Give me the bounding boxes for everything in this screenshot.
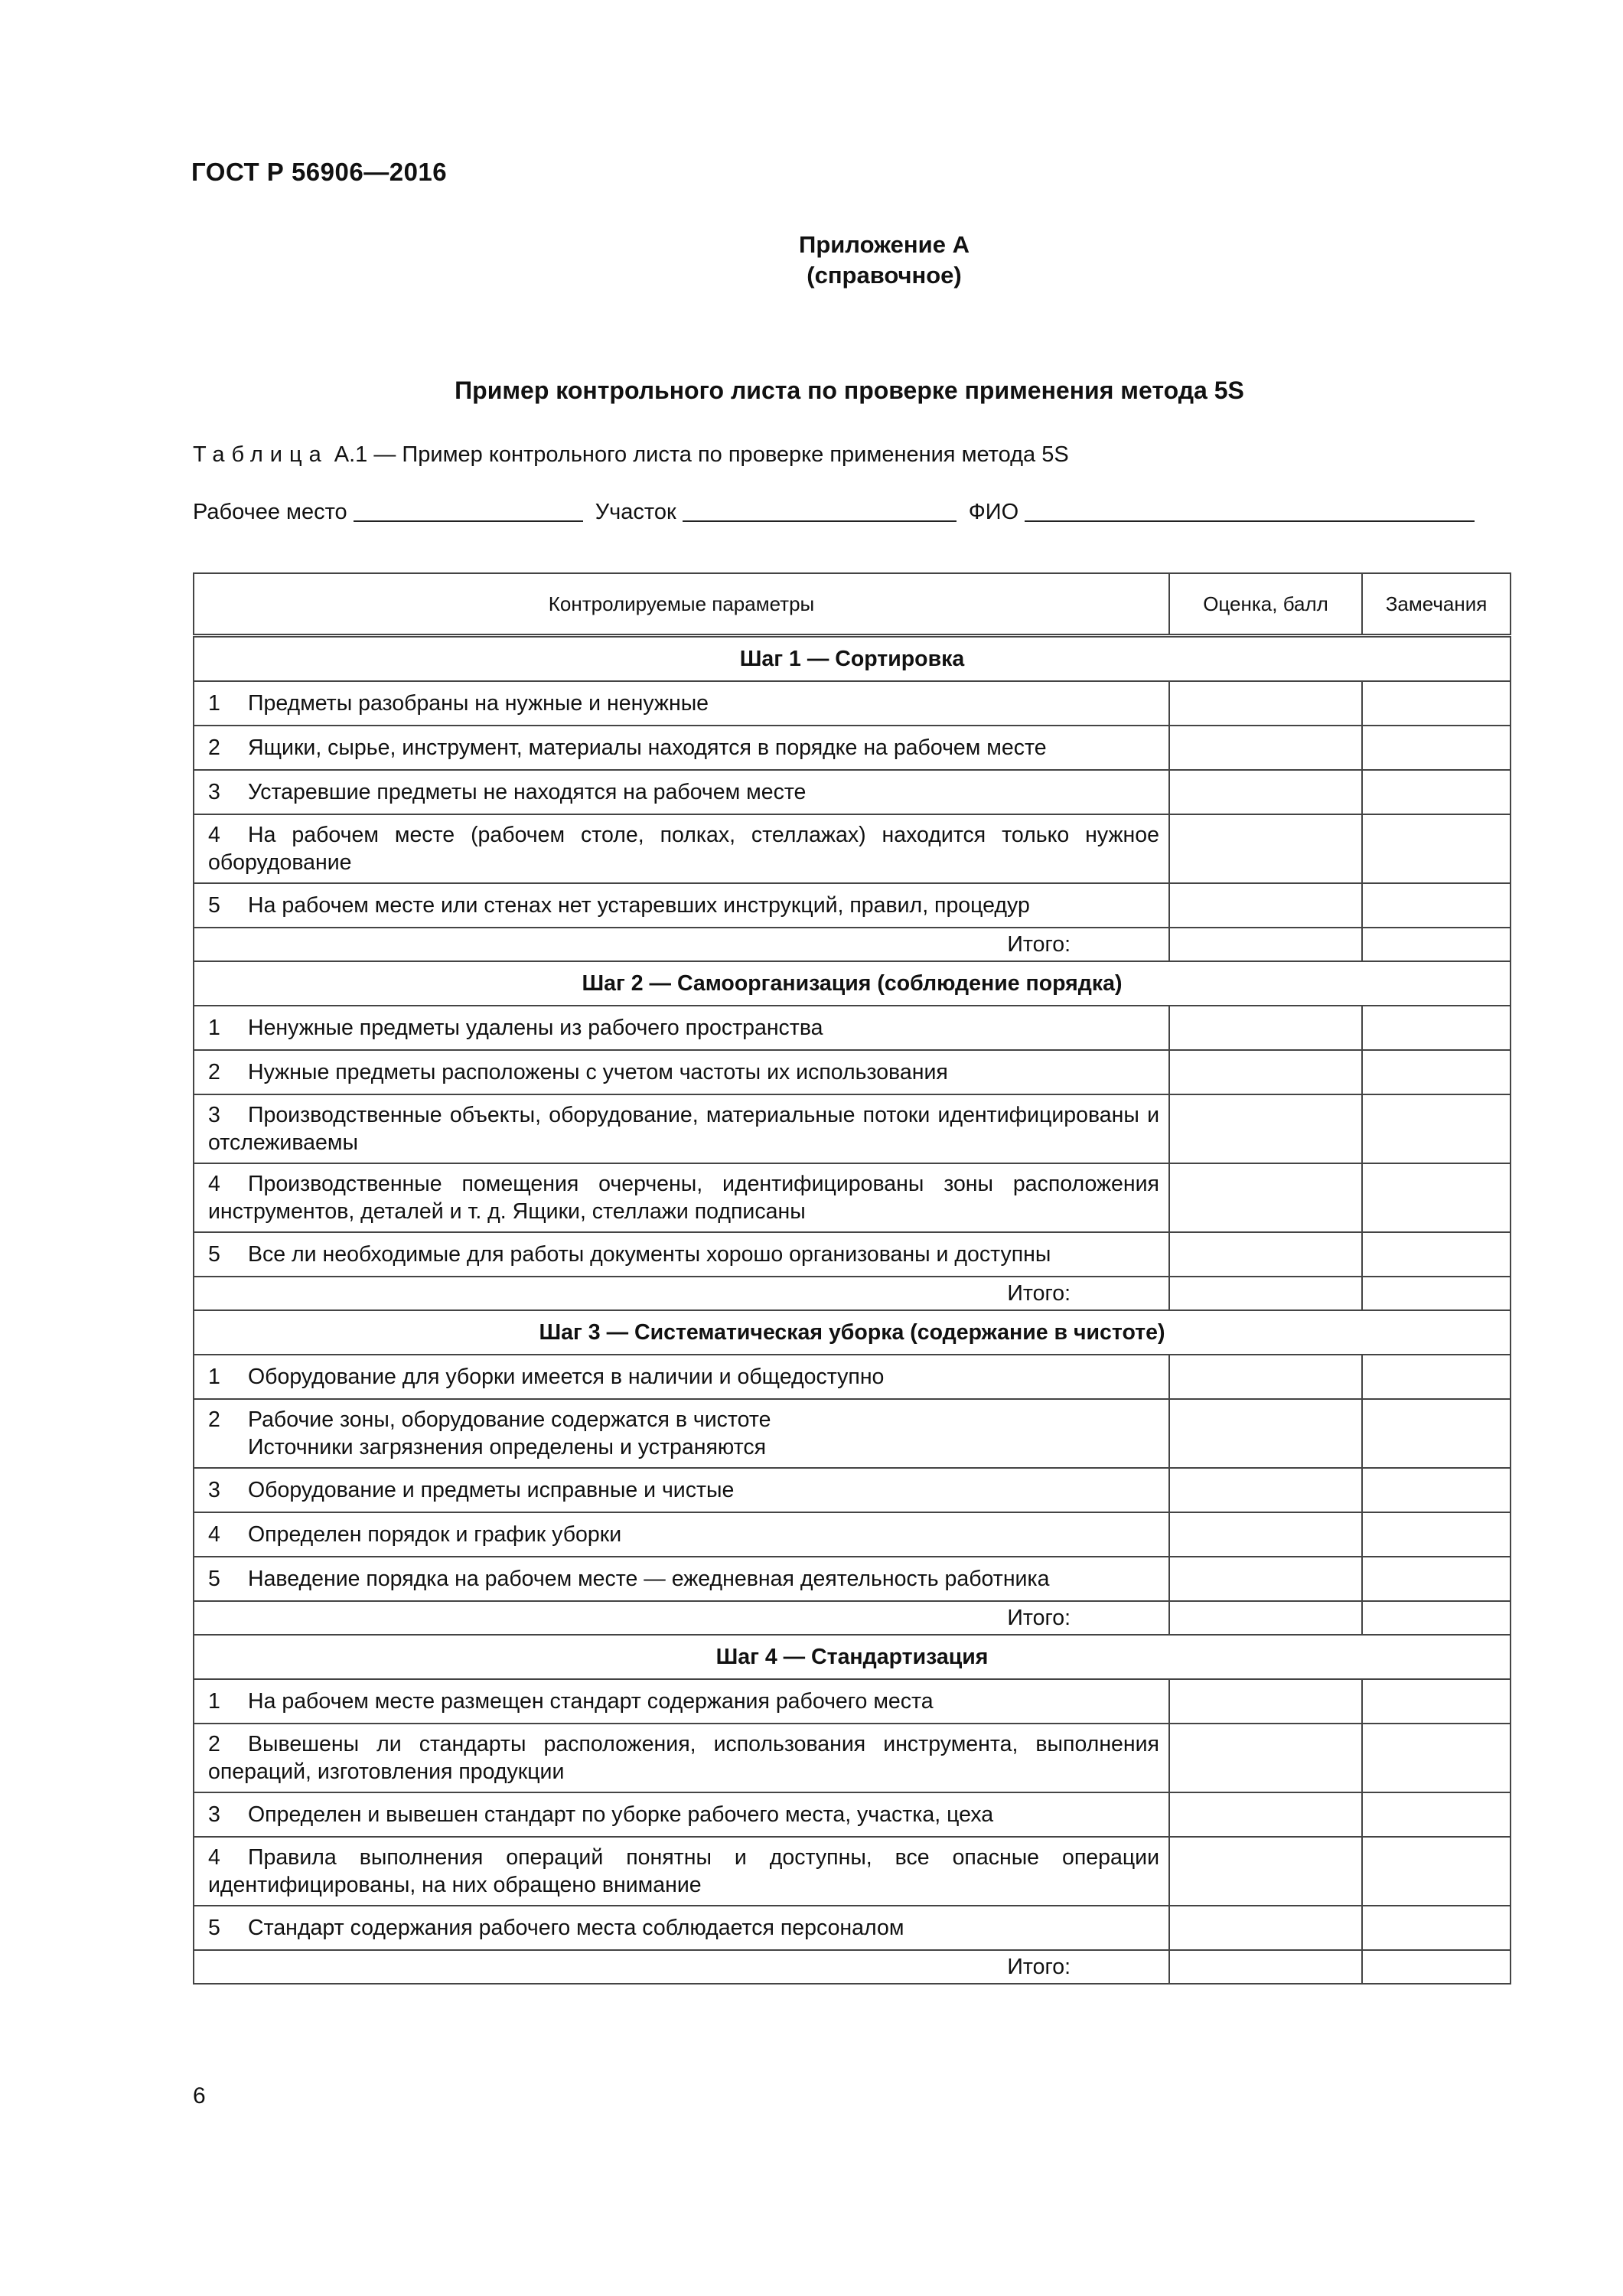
score-cell[interactable] (1169, 1837, 1362, 1906)
document-title: Пример контрольного листа по проверке применения метода 5S (455, 377, 1244, 404)
parameter-row (194, 1724, 1511, 1792)
parameter-cell (194, 1837, 1169, 1906)
parameter-text: Ненужные предметы удалены из рабочего пространства (248, 1016, 823, 1040)
parameter-number: 1 (208, 1016, 220, 1040)
total-label: Итого: (194, 1950, 1169, 1984)
parameter-text: Устаревшие предметы не находятся на рабочем месте (248, 780, 807, 804)
parameter-text: Стандарт содержания рабочего места соблюдается персоналом (248, 1916, 904, 1940)
remarks-cell[interactable] (1362, 1232, 1511, 1277)
total-row (194, 1601, 1511, 1635)
parameter-number: 3 (208, 1103, 220, 1127)
score-cell[interactable] (1169, 1724, 1362, 1792)
parameter-row (194, 726, 1511, 770)
score-cell[interactable] (1169, 1232, 1362, 1277)
standard-designation: ГОСТ Р 56906—2016 (191, 158, 448, 186)
parameter-cell (194, 1679, 1169, 1724)
total-label: Итого: (194, 1601, 1169, 1635)
parameter-number: 2 (208, 735, 220, 760)
table-caption-prefix: Таблица (193, 442, 328, 467)
parameter-cell (194, 1094, 1169, 1163)
table-caption (193, 442, 1069, 468)
score-cell[interactable] (1169, 726, 1362, 770)
parameter-text: Нужные предметы расположены с учетом частоты их использования (248, 1060, 948, 1084)
step-row (194, 1310, 1511, 1355)
parameter-cell (194, 1906, 1169, 1950)
parameter-text-continuation: Источники загрязнения определены и устраняются (248, 1435, 767, 1459)
parameter-number: 2 (208, 1407, 220, 1432)
score-cell[interactable] (1169, 1679, 1362, 1724)
section-blank[interactable] (683, 497, 957, 522)
checklist-table (193, 572, 1511, 1985)
remarks-cell[interactable] (1362, 726, 1511, 770)
score-cell[interactable] (1169, 1163, 1362, 1232)
remarks-cell[interactable] (1362, 814, 1511, 883)
workplace-label: Рабочее место (193, 500, 347, 524)
remarks-cell[interactable] (1362, 1679, 1511, 1724)
parameter-row (194, 1512, 1511, 1557)
parameter-row (194, 1006, 1511, 1050)
parameter-cell (194, 1792, 1169, 1837)
score-cell[interactable] (1169, 681, 1362, 726)
parameter-text: Все ли необходимые для работы документы хорошо организованы и доступны (248, 1242, 1051, 1267)
remarks-cell[interactable] (1362, 770, 1511, 814)
parameter-number: 1 (208, 1365, 220, 1389)
step-title: Шаг 1 — Сортировка (194, 636, 1511, 682)
parameter-cell (194, 1399, 1169, 1468)
remarks-cell[interactable] (1362, 681, 1511, 726)
total-row (194, 928, 1511, 961)
remarks-cell[interactable] (1362, 1050, 1511, 1094)
parameter-number: 3 (208, 1478, 220, 1502)
total-score-cell[interactable] (1169, 1950, 1362, 1984)
parameter-cell (194, 1006, 1169, 1050)
parameter-row (194, 1399, 1511, 1468)
score-cell[interactable] (1169, 1792, 1362, 1837)
remarks-cell[interactable] (1362, 1163, 1511, 1232)
score-cell[interactable] (1169, 814, 1362, 883)
parameter-row (194, 1232, 1511, 1277)
parameter-text: Предметы разобраны на нужные и ненужные (248, 691, 709, 716)
parameter-number: 3 (208, 1802, 220, 1827)
parameter-cell (194, 1557, 1169, 1601)
parameter-text: Производственные объекты, оборудование, материальные потоки идентифицированы и отслеживаемы (208, 1103, 1159, 1155)
parameter-number: 4 (208, 823, 220, 847)
parameter-row (194, 883, 1511, 928)
step-row (194, 961, 1511, 1006)
parameter-row (194, 814, 1511, 883)
parameter-text: Определен порядок и график уборки (248, 1522, 622, 1547)
parameter-cell (194, 1232, 1169, 1277)
parameter-text: Определен и вывешен стандарт по уборке рабочего места, участка, цеха (248, 1802, 994, 1827)
parameter-number: 4 (208, 1845, 220, 1870)
parameter-cell (194, 1050, 1169, 1094)
total-remarks-cell[interactable] (1362, 1277, 1511, 1310)
parameter-text: Ящики, сырье, инструмент, материалы находятся в порядке на рабочем месте (248, 735, 1047, 760)
parameter-text: На рабочем месте (рабочем столе, полках, стеллажах) находится только нужное оборудование (208, 823, 1159, 875)
remarks-cell[interactable] (1362, 1006, 1511, 1050)
step-title: Шаг 3 — Систематическая уборка (содержание в чистоте) (194, 1310, 1511, 1355)
table-caption-text: А.1 — Пример контрольного листа по проверке применения метода 5S (334, 442, 1069, 467)
parameter-text: Рабочие зоны, оборудование содержатся в чистоте (248, 1407, 771, 1432)
total-remarks-cell[interactable] (1362, 1950, 1511, 1984)
parameter-text: Производственные помещения очерчены, идентифицированы зоны расположения инструментов, деталей и т. д. Ящики, стеллажи подписаны (208, 1172, 1159, 1224)
parameter-cell (194, 1468, 1169, 1512)
remarks-cell[interactable] (1362, 1512, 1511, 1557)
step-row (194, 1635, 1511, 1679)
step-row (194, 636, 1511, 682)
score-cell[interactable] (1169, 1006, 1362, 1050)
table-header-row (194, 573, 1511, 636)
score-cell[interactable] (1169, 1050, 1362, 1094)
parameter-row (194, 1557, 1511, 1601)
parameter-number: 5 (208, 1567, 220, 1591)
parameter-text: Оборудование для уборки имеется в наличии и общедоступно (248, 1365, 885, 1389)
parameter-text: На рабочем месте или стенах нет устаревших инструкций, правил, процедур (248, 893, 1030, 918)
parameter-row (194, 1163, 1511, 1232)
remarks-cell[interactable] (1362, 1792, 1511, 1837)
annex-kind: (справочное) (807, 262, 962, 289)
remarks-cell[interactable] (1362, 1837, 1511, 1906)
remarks-cell[interactable] (1362, 1355, 1511, 1399)
remarks-cell[interactable] (1362, 1094, 1511, 1163)
parameter-row (194, 1792, 1511, 1837)
parameter-cell (194, 726, 1169, 770)
parameter-row (194, 1906, 1511, 1950)
parameter-row (194, 1837, 1511, 1906)
parameter-cell (194, 1512, 1169, 1557)
remarks-cell[interactable] (1362, 1724, 1511, 1792)
page-number: 6 (193, 2083, 206, 2108)
parameter-row (194, 1468, 1511, 1512)
remarks-cell[interactable] (1362, 883, 1511, 928)
form-fields-line (193, 497, 1481, 525)
total-row (194, 1950, 1511, 1984)
parameter-number: 5 (208, 893, 220, 918)
score-cell[interactable] (1169, 1355, 1362, 1399)
parameter-cell (194, 814, 1169, 883)
parameter-text: Вывешены ли стандарты расположения, использования инструмента, выполнения операций, изготовления продукции (208, 1732, 1159, 1784)
parameter-number: 5 (208, 1242, 220, 1267)
name-label: ФИО (968, 500, 1019, 524)
step-title: Шаг 2 — Самоорганизация (соблюдение порядка) (194, 961, 1511, 1006)
parameter-number: 4 (208, 1172, 220, 1196)
parameter-text: Правила выполнения операций понятны и доступны, все опасные операции идентифицированы, на них обращено внимание (208, 1845, 1159, 1897)
score-cell[interactable] (1169, 1094, 1362, 1163)
score-cell[interactable] (1169, 883, 1362, 928)
parameter-number: 1 (208, 691, 220, 716)
score-cell[interactable] (1169, 1468, 1362, 1512)
remarks-cell[interactable] (1362, 1468, 1511, 1512)
parameter-number: 5 (208, 1916, 220, 1940)
total-remarks-cell[interactable] (1362, 928, 1511, 961)
score-cell[interactable] (1169, 1557, 1362, 1601)
score-cell[interactable] (1169, 1906, 1362, 1950)
parameter-text: На рабочем месте размещен стандарт содержания рабочего места (248, 1689, 934, 1714)
remarks-cell[interactable] (1362, 1399, 1511, 1468)
parameter-cell (194, 1163, 1169, 1232)
score-cell[interactable] (1169, 1512, 1362, 1557)
name-blank[interactable] (1025, 497, 1475, 522)
parameter-number: 3 (208, 780, 220, 804)
remarks-cell[interactable] (1362, 1906, 1511, 1950)
parameter-number: 2 (208, 1060, 220, 1084)
parameter-row (194, 1094, 1511, 1163)
total-score-cell[interactable] (1169, 928, 1362, 961)
parameter-cell (194, 1724, 1169, 1792)
score-cell[interactable] (1169, 770, 1362, 814)
total-remarks-cell[interactable] (1362, 1601, 1511, 1635)
parameter-row (194, 1050, 1511, 1094)
total-score-cell[interactable] (1169, 1277, 1362, 1310)
column-header-score: Оценка, балл (1169, 573, 1362, 636)
column-header-parameters: Контролируемые параметры (194, 573, 1169, 636)
parameter-row (194, 1679, 1511, 1724)
parameter-row (194, 681, 1511, 726)
parameter-number: 4 (208, 1522, 220, 1547)
column-header-remarks: Замечания (1362, 573, 1511, 636)
parameter-row (194, 770, 1511, 814)
parameter-text: Наведение порядка на рабочем месте — ежедневная деятельность работника (248, 1567, 1050, 1591)
score-cell[interactable] (1169, 1399, 1362, 1468)
workplace-blank[interactable] (354, 497, 583, 522)
parameter-cell (194, 1355, 1169, 1399)
remarks-cell[interactable] (1362, 1557, 1511, 1601)
parameter-number: 1 (208, 1689, 220, 1714)
annex-title: Приложение А (799, 231, 970, 258)
total-row (194, 1277, 1511, 1310)
total-label: Итого: (194, 928, 1169, 961)
parameter-cell (194, 883, 1169, 928)
parameter-number: 2 (208, 1732, 220, 1756)
parameter-row (194, 1355, 1511, 1399)
parameter-cell (194, 770, 1169, 814)
section-label: Участок (595, 500, 676, 524)
step-title: Шаг 4 — Стандартизация (194, 1635, 1511, 1679)
parameter-cell (194, 681, 1169, 726)
parameter-text: Оборудование и предметы исправные и чистые (248, 1478, 735, 1502)
total-label: Итого: (194, 1277, 1169, 1310)
annex-heading (0, 230, 1623, 291)
total-score-cell[interactable] (1169, 1601, 1362, 1635)
